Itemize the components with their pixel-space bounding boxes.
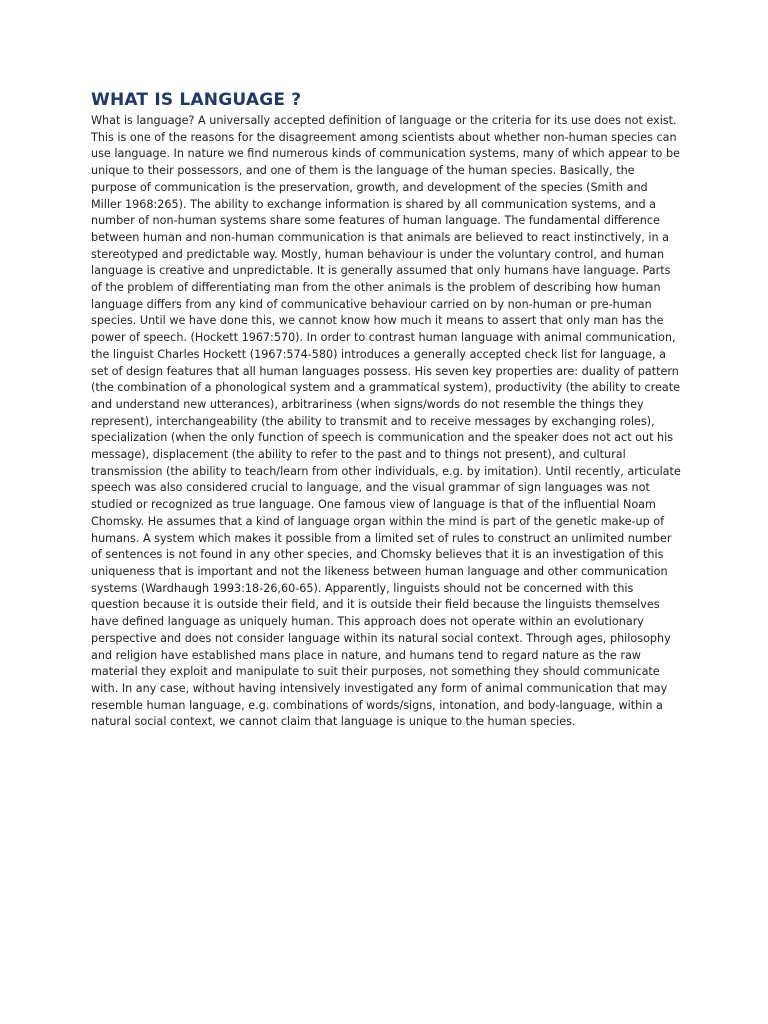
- body-paragraph: What is language? A universally accepted definition of language or the criteria for its use does not exist. This is one of the reasons for the disagreement among scientists about whether non-human species can use language. In nature we find numerous kinds of communication systems, many of which appear to be unique to their possessors, and one of them is the language of the human species. Basically, the purpose of communication is the preservation, growth, and development of the species (Smith and Miller 1968:265). The ability to exchange information is shared by all communication systems, and a number of non-human systems share some features of human language. The fundamental difference between human and non-human communication is that animals are believed to react instinctively, in a stereotyped and predictable way. Mostly, human behaviour is under the voluntary control, and human language is creative and unpredictable. It is generally assumed that only humans have language. Parts of the problem of differentiating man from the other animals is the problem of describing how human language differs from any kind of communicative behaviour carried on by non-human or pre-human species. Until we have done this, we cannot know how much it means to assert that only man has the power of speech. (Hockett 1967:570). In order to contrast human language with animal communication, the linguist Charles Hockett (1967:574-580) introduces a generally accepted check list for language, a set of design features that all human languages possess. His seven key properties are: duality of pattern (the combination of a phonological system and a grammatical system), productivity (the ability to create and understand new utterances), arbitrariness (when signs/words do not resemble the things they represent), interchangeability (the ability to transmit and to receive messages by exchanging roles), specialization (when the only function of speech is communication and the speaker does not act out his message), displacement (the ability to refer to the past and to things not present), and cultural transmission (the ability to teach/learn from other individuals, e.g. by imitation). Until recently, articulate speech was also considered crucial to language, and the visual grammar of sign languages was not studied or recognized as true language. One famous view of language is that of the influential Noam Chomsky. He assumes that a kind of language organ within the mind is part of the genetic make-up of humans. A system which makes it possible from a limited set of rules to construct an unlimited number of sentences is not found in any other species, and Chomsky believes that it is an investigation of this uniqueness that is important and not the likeness between human language and other communication systems (Wardhaugh 1993:18-26,60-65). Apparently, linguists should not be concerned with this question because it is outside their field, and it is outside their field because the linguists themselves have defined language as uniquely human. This approach does not operate within an evolutionary perspective and does not consider language within its natural social context. Through ages, philosophy and religion have established mans place in nature, and humans tend to regard nature as the raw material they exploit and manipulate to suit their purposes, not something they should communicate with. In any case, without having intensively investigated any form of animal communication that may resemble human language, e.g. combinations of words/signs, intonation, and body-language, within a natural social context, we cannot claim that language is unique to the human species.: [91, 114, 681, 729]
- page-title: WHAT IS LANGUAGE ?: [91, 90, 302, 110]
